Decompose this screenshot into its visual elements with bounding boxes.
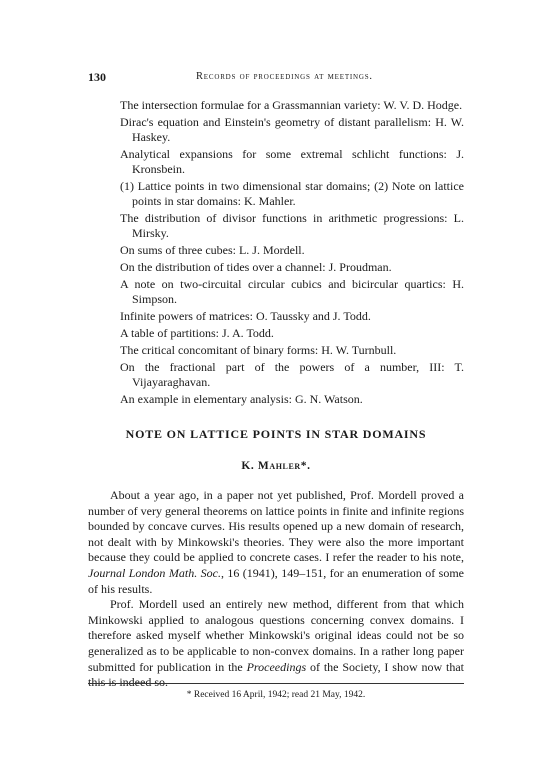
running-title: Records of proceedings at meetings.: [196, 71, 373, 82]
talks-list: [120, 98, 464, 409]
author-surname: Mahler*.: [257, 460, 311, 472]
talk-item: The critical concomitant of binary forms: H. W. Turnbull.: [120, 343, 397, 357]
article-body: [88, 488, 464, 691]
talk-item: Dirac's equation and Einstein's geometry of distant parallelism: H. W. Haskey.: [120, 115, 464, 144]
paragraph-text: Prof. Mordell used an entirely new method, different from that which Minkowski applied to analogous questions concerning convex domains. I therefore asked myself whether Minkowski's original ideas could not be so generalized as to be applicable to non-convex domains. In a rather long paper submitted for publication in the: [88, 597, 464, 674]
running-head: [88, 70, 464, 84]
article-author: [88, 460, 464, 472]
talk-item: Analytical expansions for some extremal schlicht functions: J. Kronsbein.: [120, 147, 464, 176]
talk-item: A note on two-circuital circular cubics and bicircular quartics: H. Simpson.: [120, 277, 464, 306]
talk-item: A table of partitions: J. A. Todd.: [120, 326, 274, 340]
paragraph-text: About a year ago, in a paper not yet published, Prof. Mordell proved a number of very general theorems on lattice points in finite and infinite regions bounded by concave curves. His results opened up a new domain of research, not dealt with by Minkowski's theories. They were also the more important because they could be applied to concrete cases. I refer the reader to his note,: [88, 488, 464, 565]
talk-item: An example in elementary analysis: G. N. Watson.: [120, 392, 363, 406]
talk-item: The distribution of divisor functions in arithmetic progressions: L. Mirsky.: [120, 211, 464, 240]
paragraph-text: of the Society, I show now that this is indeed so.: [88, 659, 464, 690]
talk-item: On sums of three cubes: L. J. Mordell.: [120, 243, 305, 257]
body-paragraph: [88, 597, 464, 691]
paragraph-text: , 16 (1941), 149–151, for an enumeration of some of his results.: [88, 565, 464, 596]
journal-citation: Proceedings: [246, 659, 307, 674]
talk-item: Infinite powers of matrices: O. Taussky and J. Todd.: [120, 309, 371, 323]
journal-citation: Journal London Math. Soc.: [88, 565, 221, 580]
body-paragraph: [88, 488, 464, 597]
footnote-rule: [88, 683, 464, 684]
talk-item: The intersection formulae for a Grassmannian variety: W. V. D. Hodge.: [120, 98, 463, 112]
page-number: 130: [88, 70, 106, 84]
talk-item: On the fractional part of the powers of a number, III: T. Vijayaraghavan.: [120, 360, 464, 389]
article-title: NOTE ON LATTICE POINTS IN STAR DOMAINS: [125, 427, 427, 441]
author-initial: K.: [241, 460, 258, 472]
talk-item: On the distribution of tides over a channel: J. Proudman.: [120, 260, 392, 274]
footnote: * Received 16 April, 1942; read 21 May, 1942.: [186, 690, 366, 700]
talk-item: (1) Lattice points in two dimensional star domains; (2) Note on lattice points in star domains: K. Mahler.: [120, 179, 464, 208]
